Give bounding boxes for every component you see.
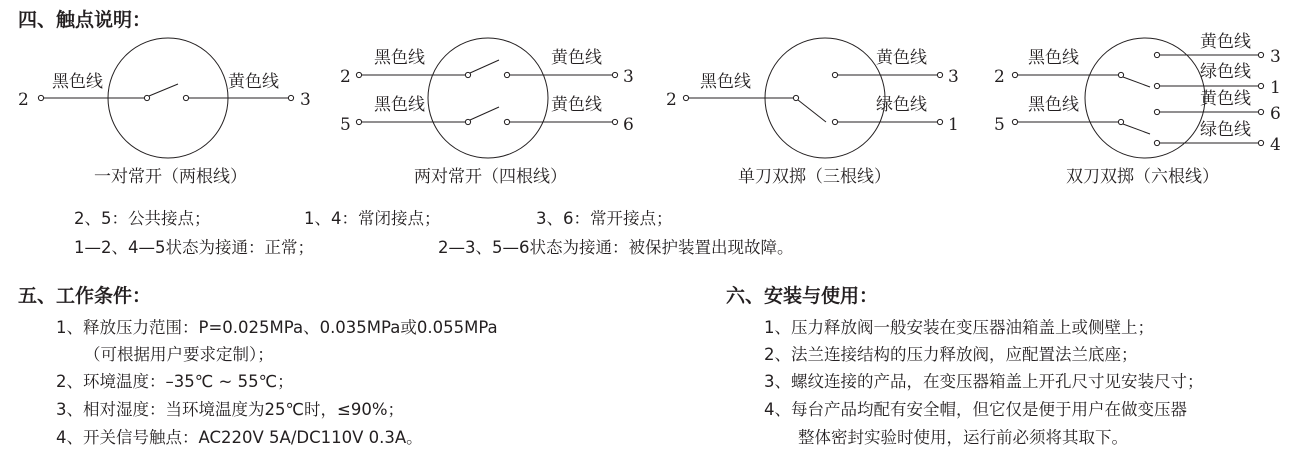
diagram-4-right-label-4: 绿色线: [1200, 120, 1251, 140]
diagram-4-right-pin-3: 6: [1270, 104, 1281, 124]
diagram-1-left-pin-1: 2: [18, 90, 29, 110]
diagram-2-left-pin-2: 5: [340, 115, 351, 135]
install-item-4-cont: 整体密封实验时使用，运行前必须将其取下。: [798, 428, 1128, 447]
section4-heading: 四、触点说明：: [18, 9, 152, 31]
diagram-4-circle: [1085, 38, 1205, 158]
diagram-3-right-pin-2: 1: [948, 115, 959, 135]
diagram-4-switch-a: [1123, 77, 1150, 87]
diagram-3-right-label-2: 绿色线: [876, 95, 927, 115]
diagram-3-left-label-1: 黑色线: [700, 72, 751, 92]
section6-heading: 六、安装与使用：: [726, 285, 879, 307]
diagram-4-left-label-1: 黑色线: [1028, 48, 1079, 68]
diagram-4-switch-b: [1123, 124, 1150, 134]
diagram-4-right-pin-2: 1: [1270, 78, 1281, 98]
section5-heading: 五、工作条件：: [18, 285, 152, 307]
note-normally-closed: 1、4：常闭接点；: [304, 209, 441, 228]
condition-item-1: 1、释放压力范围：P=0.025MPa、0.035MPa或0.055MPa: [56, 318, 498, 337]
condition-item-3: 3、相对湿度：当环境温度为25℃时，≤90%；: [56, 400, 405, 419]
diagram-3-left-pin-1: 2: [666, 90, 677, 110]
diagram-3-switch: [798, 100, 826, 122]
diagram-2-left-pin-1: 2: [340, 67, 351, 87]
condition-item-2: 2、环境温度：–35℃ ~ 55℃；: [56, 372, 294, 391]
diagram-2-right-label-1: 黄色线: [551, 48, 602, 68]
condition-item-4: 4、开关信号触点：AC220V 5A/DC110V 0.3A。: [56, 428, 423, 447]
note-normally-open: 3、6：常开接点；: [536, 209, 673, 228]
diagram-1-switch: [149, 84, 178, 96]
diagram-4-left-pin-1: 2: [994, 67, 1005, 87]
diagram-4-left-pin-2: 5: [994, 115, 1005, 135]
diagram-3-right-pin-1: 3: [948, 67, 959, 87]
diagram-3-right-label-1: 黄色线: [876, 48, 927, 68]
diagram-1-left-label-1: 黑色线: [52, 72, 103, 92]
diagram-4-left-label-2: 黑色线: [1028, 95, 1079, 115]
diagram-4-right-label-3: 黄色线: [1200, 89, 1251, 109]
diagram-4-right-pin-1: 3: [1270, 47, 1281, 67]
diagram-2-right-label-2: 黄色线: [551, 95, 602, 115]
diagram-2-switch-b: [470, 107, 499, 120]
diagram-2-left-label-1: 黑色线: [374, 48, 425, 68]
diagram-4-right-label-2: 绿色线: [1200, 62, 1251, 82]
diagram-3-caption: 单刀双掷（三根线）: [738, 167, 891, 187]
contact-diagrams: [0, 0, 1300, 200]
install-item-3: 3、螺纹连接的产品，在变压器箱盖上开孔尺寸见安装尺寸；: [764, 372, 1204, 391]
diagram-4-caption: 双刀双掷（六根线）: [1066, 167, 1219, 187]
diagram-4-right-pin-4: 4: [1270, 135, 1281, 155]
diagram-1-caption: 一对常开（两根线）: [94, 167, 247, 187]
install-item-4: 4、每台产品均配有安全帽，但它仅是便于用户在做变压器: [764, 400, 1187, 419]
diagram-1-right-label-1: 黄色线: [228, 72, 279, 92]
note-normal-state: 1—2、4—5状态为接通：正常；: [74, 238, 314, 257]
diagram-2-switch-a: [470, 60, 499, 73]
diagram-2-right-pin-1: 3: [623, 67, 634, 87]
diagram-2-left-label-2: 黑色线: [374, 95, 425, 115]
note-fault-state: 2—3、5—6状态为接通：被保护装置出现故障。: [438, 238, 794, 257]
diagram-2-caption: 两对常开（四根线）: [414, 167, 567, 187]
note-common-contacts: 2、5：公共接点；: [74, 209, 211, 228]
diagram-2-circle: [428, 38, 548, 158]
install-item-1: 1、压力释放阀一般安装在变压器油箱盖上或侧壁上；: [764, 318, 1154, 337]
install-item-2: 2、法兰连接结构的压力释放阀，应配置法兰底座；: [764, 345, 1138, 364]
diagram-1-right-pin-1: 3: [300, 90, 311, 110]
condition-item-1-note: （可根据用户要求定制）；: [84, 345, 274, 364]
diagram-2-right-pin-2: 6: [623, 115, 634, 135]
diagram-4-right-label-1: 黄色线: [1200, 32, 1251, 52]
